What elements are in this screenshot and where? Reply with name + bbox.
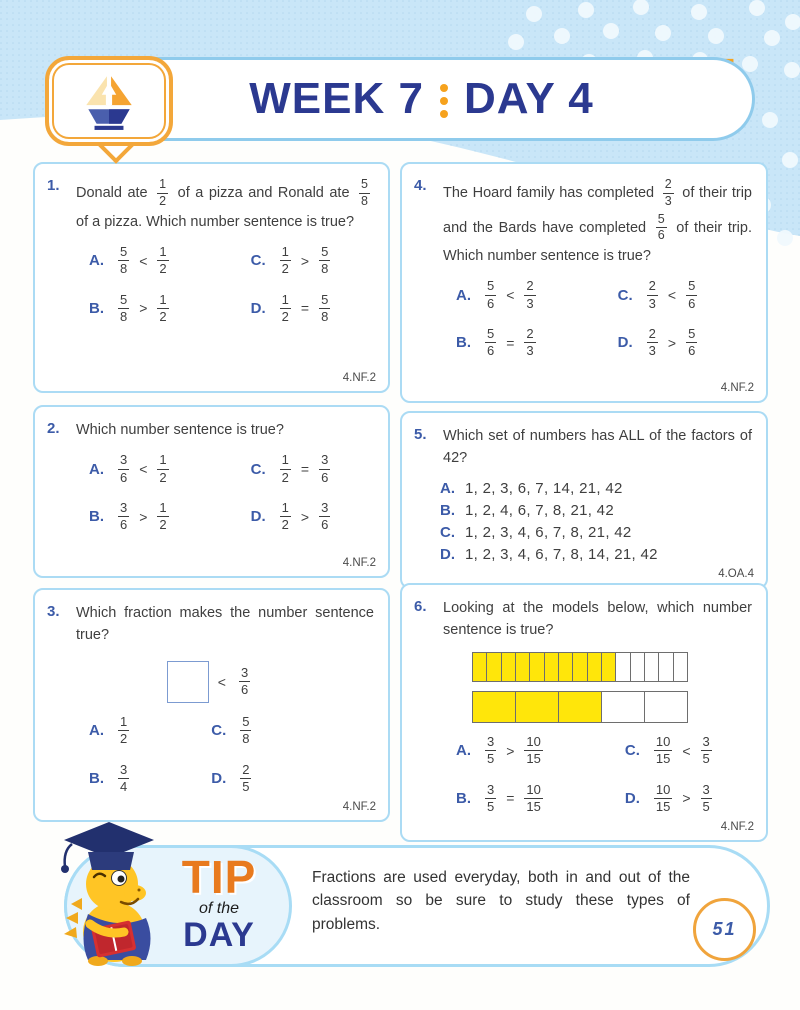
text-segment: < (139, 252, 148, 269)
option-letter: A. (89, 252, 104, 270)
fraction (701, 735, 712, 767)
fraction (686, 279, 697, 311)
fraction (157, 245, 168, 277)
option-letter: C. (617, 286, 633, 304)
fraction (240, 763, 251, 795)
option-text: 1, 2, 4, 6, 7, 8, 21, 42 (465, 501, 614, 519)
fraction (157, 178, 168, 209)
fraction (319, 293, 330, 325)
bar-cell (559, 692, 602, 722)
text-segment: of their trip and the Bards have completed (443, 185, 752, 236)
standard-tag: 4.OA.4 (718, 567, 754, 580)
answer-option (440, 502, 752, 519)
option-letter: C. (250, 252, 266, 270)
question-number: 5. (414, 426, 427, 443)
fraction (656, 213, 667, 244)
option-text: 1, 2, 3, 4, 6, 7, 8, 21, 42 (465, 523, 632, 541)
options-group (89, 243, 374, 326)
question-header (47, 602, 374, 647)
fraction-numerator: 2 (524, 327, 535, 343)
option-letter: B. (89, 299, 104, 317)
fraction-denominator: 3 (648, 295, 656, 311)
answer-option (89, 713, 133, 749)
fraction-numerator: 5 (118, 293, 129, 309)
fraction-numerator: 5 (240, 715, 251, 731)
option-letter: D. (211, 769, 227, 787)
bar-cell (559, 653, 573, 681)
fraction-numerator: 3 (485, 783, 496, 799)
of-the-label: of the (198, 899, 240, 917)
bar-cell (516, 692, 559, 722)
bar-cell (545, 653, 559, 681)
fraction-denominator: 5 (242, 778, 250, 794)
option-letter: A. (89, 722, 104, 740)
answer-option (440, 546, 752, 563)
fraction (524, 735, 542, 767)
fraction-numerator: 5 (359, 178, 370, 194)
fraction-numerator: 1 (157, 178, 168, 194)
fraction-numerator: 1 (157, 245, 168, 261)
fraction-denominator: 2 (159, 469, 167, 485)
options-group (456, 733, 752, 816)
question-box-5 (400, 411, 768, 589)
bar-cell (645, 653, 659, 681)
answer-option (440, 480, 752, 497)
answer-option (211, 761, 255, 797)
day-label: DAY (183, 915, 255, 954)
option-letter: D. (624, 789, 640, 807)
question-prompt (443, 425, 752, 470)
text-segment: of their trip. Which number sentence is true? (443, 219, 753, 264)
fraction-numerator: 3 (701, 735, 712, 751)
fraction-denominator: 15 (655, 798, 671, 814)
option-letter: D. (250, 299, 266, 317)
option-letter: B. (440, 501, 455, 519)
question-header (414, 176, 752, 267)
fraction-denominator: 2 (159, 308, 167, 324)
bar-cell (516, 653, 530, 681)
fraction-numerator: 5 (485, 327, 496, 343)
option-letter: A. (440, 479, 455, 497)
number-sentence-figure (47, 661, 374, 703)
fraction-numerator: 2 (240, 763, 251, 779)
fraction-numerator: 5 (319, 245, 330, 261)
fraction-denominator: 15 (526, 798, 541, 814)
option-letter: A. (456, 742, 471, 760)
text-segment: Donald ate (76, 185, 154, 202)
fraction-denominator: 3 (664, 193, 672, 208)
fraction-numerator: 3 (319, 453, 330, 469)
option-letter: D. (250, 508, 266, 526)
fraction-numerator: 5 (485, 279, 496, 295)
answer-option (89, 243, 173, 279)
fraction-numerator: 5 (319, 293, 330, 309)
fraction-denominator: 2 (120, 731, 128, 747)
fraction-numerator: 3 (118, 501, 129, 517)
fraction-denominator: 6 (321, 517, 329, 533)
fraction-denominator: 8 (321, 261, 329, 277)
fraction-bar-models (472, 652, 688, 723)
question-box-6 (400, 583, 768, 842)
fraction-denominator: 2 (281, 469, 289, 485)
fraction-numerator: 5 (656, 213, 667, 229)
fraction-numerator: 3 (701, 783, 712, 799)
fraction (280, 245, 291, 277)
option-letter: C. (440, 523, 455, 541)
fraction (485, 783, 496, 815)
fraction-denominator: 6 (487, 343, 495, 359)
answer-option (89, 499, 173, 535)
bar-cell (631, 653, 645, 681)
fraction-denominator: 8 (120, 308, 128, 324)
fraction (157, 293, 168, 325)
sailboat-icon (78, 70, 140, 132)
question-prompt (443, 597, 752, 642)
fraction-denominator: 15 (526, 751, 541, 767)
fraction-denominator: 3 (648, 343, 656, 359)
fraction-denominator: 3 (526, 343, 534, 359)
text-segment: Which number sentence is true? (76, 422, 284, 438)
fraction-denominator: 5 (702, 751, 710, 767)
fraction (118, 501, 129, 533)
question-header (47, 176, 374, 233)
question-number: 1. (47, 177, 60, 194)
text-segment: = (300, 461, 310, 478)
fraction-denominator: 5 (487, 798, 495, 814)
fraction (157, 453, 168, 485)
fraction (524, 327, 535, 359)
fraction-denominator: 2 (159, 193, 167, 208)
bar-cell (573, 653, 587, 681)
text-segment: The Hoard family has completed (443, 185, 659, 202)
bar-cell (674, 653, 687, 681)
text-segment: Which set of numbers has ALL of the factors of 42? (443, 428, 752, 467)
fraction (280, 453, 291, 485)
day-title: DAY 4 (463, 74, 594, 123)
text-segment: > (506, 742, 515, 759)
text-segment: Looking at the models below, which number sentence is true? (443, 600, 752, 639)
bar-cell (502, 653, 516, 681)
text-segment: > (139, 508, 148, 525)
text-segment: < (682, 742, 691, 759)
fraction-numerator: 1 (280, 453, 291, 469)
fraction (118, 453, 129, 485)
bar-cell (473, 653, 487, 681)
option-letter: A. (89, 460, 104, 478)
fraction-denominator: 6 (688, 343, 696, 359)
fraction (654, 735, 672, 767)
option-letter: C. (250, 460, 266, 478)
option-letter: B. (456, 789, 471, 807)
fraction-denominator: 8 (242, 731, 250, 747)
fraction-denominator: 6 (120, 469, 128, 485)
answer-option (625, 733, 716, 769)
fraction-denominator: 8 (120, 261, 128, 277)
fraction-numerator: 1 (280, 293, 291, 309)
option-letter: C. (211, 722, 227, 740)
fraction-numerator: 10 (524, 783, 542, 799)
fraction-numerator: 2 (524, 279, 535, 295)
option-letter: C. (624, 742, 640, 760)
question-prompt (76, 419, 374, 441)
fraction-numerator: 1 (157, 293, 168, 309)
question-number: 3. (47, 603, 60, 620)
options-group (89, 451, 374, 534)
fraction (524, 783, 542, 815)
fraction (319, 245, 330, 277)
text-segment: = (506, 334, 515, 351)
option-letter: D. (617, 334, 633, 352)
answer-option (456, 325, 540, 361)
fraction-numerator: 1 (280, 501, 291, 517)
question-prompt (443, 176, 752, 267)
fraction (280, 501, 291, 533)
fraction-denominator: 8 (321, 308, 329, 324)
fraction (485, 327, 496, 359)
fraction-bar-model (472, 652, 688, 682)
fraction (647, 327, 658, 359)
question-number: 4. (414, 177, 427, 194)
fraction-numerator: 1 (280, 245, 291, 261)
bar-cell (530, 653, 544, 681)
text-segment: = (506, 790, 515, 807)
fraction-denominator: 5 (702, 798, 710, 814)
text-segment: > (139, 300, 148, 317)
text-segment: of a pizza. Which number sentence is true? (76, 213, 355, 230)
fraction-numerator: 3 (118, 453, 129, 469)
option-letter: B. (89, 769, 104, 787)
bar-cell (602, 653, 616, 681)
page-number: 51 (712, 919, 737, 939)
fraction-denominator: 2 (159, 517, 167, 533)
fraction-numerator: 1 (157, 453, 168, 469)
answer-option (440, 524, 752, 541)
answer-blank-box (167, 661, 209, 703)
fraction-numerator: 10 (654, 783, 672, 799)
fraction-denominator: 3 (526, 295, 534, 311)
fraction-denominator: 2 (159, 261, 167, 277)
bar-cell (645, 692, 687, 722)
option-letter: A. (456, 286, 471, 304)
fraction-denominator: 2 (281, 308, 289, 324)
standard-tag: 4.NF.2 (342, 557, 376, 569)
question-header (47, 419, 374, 441)
fraction (118, 763, 129, 795)
text-segment: > (300, 508, 310, 525)
bar-cell (473, 692, 516, 722)
text-segment: > (667, 334, 677, 351)
fraction-denominator: 6 (688, 295, 696, 311)
fraction-denominator: 6 (321, 469, 329, 485)
fraction-denominator: 5 (487, 751, 495, 767)
text-segment: < (506, 287, 515, 304)
fraction (319, 501, 330, 533)
fraction (157, 501, 168, 533)
question-header (414, 597, 752, 642)
answer-option (618, 277, 702, 313)
answer-option (625, 781, 716, 817)
fraction (485, 279, 496, 311)
options-group (456, 277, 752, 360)
fraction (647, 279, 658, 311)
fraction-numerator: 3 (118, 763, 129, 779)
option-text: 1, 2, 3, 6, 7, 14, 21, 42 (465, 479, 623, 497)
fraction-numerator: 5 (686, 327, 697, 343)
bar-cell (487, 653, 501, 681)
fraction-numerator: 2 (663, 178, 674, 194)
fraction (118, 245, 129, 277)
fraction (485, 735, 496, 767)
fraction-bar-model (472, 691, 688, 723)
fraction-denominator: 4 (120, 778, 128, 794)
text-segment: of a pizza and Ronald ate (172, 185, 356, 202)
fraction-denominator: 2 (281, 261, 289, 277)
options-group (440, 480, 752, 563)
answer-option (456, 733, 547, 769)
question-box-4 (400, 162, 768, 403)
fraction-numerator: 10 (654, 735, 672, 751)
answer-option (251, 499, 335, 535)
fraction-denominator: 6 (240, 682, 249, 698)
tip-text: Fractions are used everyday, both in and out of the classroom so be sure to study these types of problems. (312, 869, 690, 933)
option-text: 1, 2, 3, 4, 6, 7, 8, 14, 21, 42 (465, 545, 658, 563)
answer-option (89, 451, 173, 487)
option-letter: D. (440, 545, 455, 563)
options-group (89, 713, 374, 796)
tip-label: TIP (181, 851, 257, 903)
fraction-numerator: 3 (485, 735, 496, 751)
fraction-denominator: 8 (361, 193, 368, 208)
fraction (239, 666, 250, 698)
fraction (240, 715, 251, 747)
fraction-numerator: 1 (157, 501, 168, 517)
fraction-numerator: 3 (319, 501, 330, 517)
fraction-numerator: 2 (647, 279, 658, 295)
fraction (701, 783, 712, 815)
question-prompt (76, 602, 374, 647)
answer-option (251, 451, 335, 487)
answer-option (456, 277, 540, 313)
fraction-denominator: 6 (487, 295, 495, 311)
answer-option (618, 325, 702, 361)
fraction (524, 279, 535, 311)
fraction-numerator: 2 (647, 327, 658, 343)
fraction-numerator: 5 (686, 279, 697, 295)
text-segment: > (682, 790, 691, 807)
fraction (654, 783, 672, 815)
answer-option (211, 713, 255, 749)
answer-option (251, 243, 335, 279)
header-title-banner (88, 57, 755, 141)
fraction-denominator: 15 (655, 751, 671, 767)
page-number-badge (693, 898, 756, 961)
standard-tag: 4.NF.2 (342, 801, 376, 814)
bar-cell (659, 653, 673, 681)
graduate-dino-mascot-icon (34, 814, 184, 966)
answer-option (456, 781, 547, 817)
fraction (118, 293, 129, 325)
question-prompt (76, 176, 374, 233)
fraction (319, 453, 330, 485)
answer-option (251, 291, 335, 327)
text-segment: < (667, 287, 677, 304)
fraction (359, 178, 370, 209)
text-segment: < (139, 461, 148, 478)
answer-option (89, 291, 173, 327)
fraction-denominator: 2 (281, 517, 289, 533)
fraction-denominator: 6 (657, 228, 665, 243)
standard-tag: 4.NF.2 (342, 372, 376, 384)
fraction-denominator: 6 (120, 517, 128, 533)
option-letter: B. (456, 334, 471, 352)
fraction (280, 293, 291, 325)
question-header (414, 425, 752, 470)
fraction-numerator: 5 (118, 245, 129, 261)
text-segment: = (300, 300, 310, 317)
text-segment: > (300, 252, 310, 269)
bar-cell (602, 692, 645, 722)
fraction (663, 178, 674, 209)
bar-cell (616, 653, 630, 681)
bar-cell (588, 653, 602, 681)
answer-option (89, 761, 133, 797)
option-letter: B. (89, 508, 104, 526)
question-box-2 (33, 405, 390, 578)
dots-separator-icon (440, 80, 448, 118)
question-box-3 (33, 588, 390, 822)
standard-tag: 4.NF.2 (720, 382, 754, 394)
speech-bubble (45, 56, 173, 146)
fraction-numerator: 10 (524, 735, 542, 751)
question-number: 6. (414, 598, 427, 615)
fraction-numerator: 1 (118, 715, 129, 731)
fraction (118, 715, 129, 747)
fraction (686, 327, 697, 359)
question-number: 2. (47, 420, 60, 437)
week-title: WEEK 7 (249, 74, 424, 123)
standard-tag: 4.NF.2 (720, 821, 754, 834)
text-segment: < (217, 673, 226, 690)
question-box-1 (33, 162, 390, 393)
text-segment: Which fraction makes the number sentence true? (76, 605, 374, 644)
fraction-numerator: 3 (239, 666, 250, 682)
